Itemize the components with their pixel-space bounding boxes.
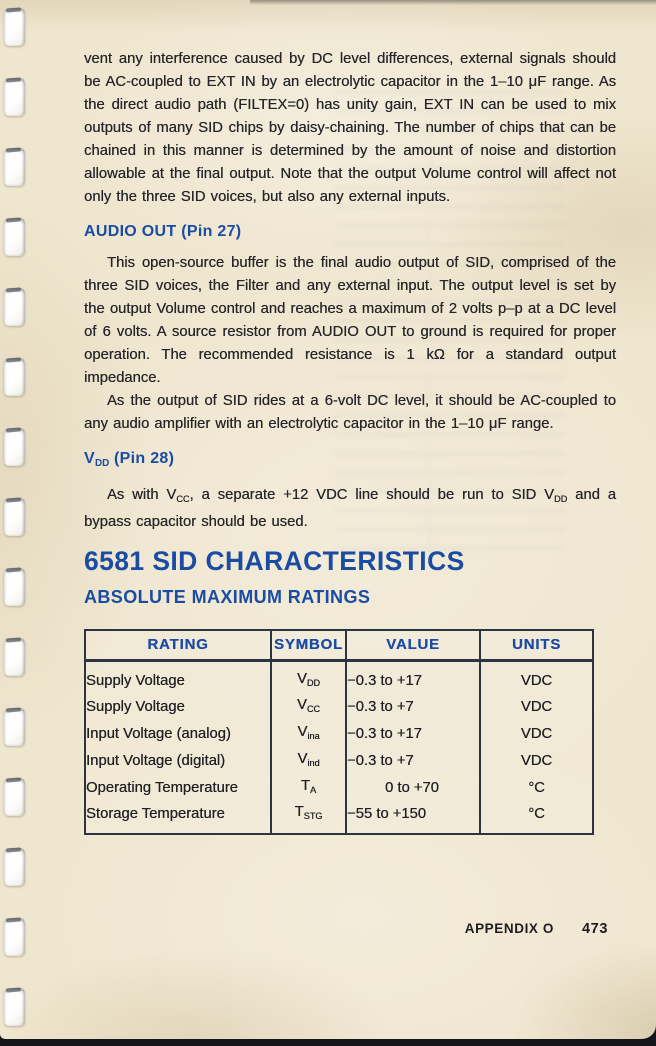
- chapter-heading: 6581 SID CHARACTERISTICS: [84, 545, 465, 576]
- units-cell: °C: [480, 801, 593, 834]
- table-row: [85, 721, 593, 748]
- units-cell: VDC: [480, 660, 593, 694]
- symbol-subscript: DD: [306, 677, 321, 688]
- table-row: [85, 660, 593, 694]
- vdd-paragraph-text-2: , a separate +12 VDC line should be run to SID V: [189, 486, 555, 503]
- symbol-base: V: [296, 670, 307, 687]
- symbol-base: T: [300, 777, 310, 794]
- symbol-subscript: ind: [307, 757, 320, 768]
- vdd-heading-subscript: DD: [94, 457, 110, 469]
- table-row: [85, 775, 593, 802]
- subsection-heading: ABSOLUTE MAXIMUM RATINGS: [84, 586, 371, 607]
- column-header-value: VALUE: [346, 630, 480, 661]
- rating-cell: Input Voltage (analog): [85, 721, 271, 748]
- vdd-heading: [84, 447, 616, 475]
- symbol-base: T: [294, 804, 304, 821]
- page-number: 473: [582, 921, 608, 938]
- vdd-paragraph-subscript-2: DD: [554, 493, 568, 504]
- units-cell: VDC: [480, 721, 593, 748]
- vdd-paragraph-text-3: and a bypass capacitor should be used.: [84, 486, 616, 530]
- table-header-row: [85, 630, 593, 661]
- rating-cell: Operating Temperature: [85, 775, 271, 802]
- vdd-paragraph: [84, 484, 616, 534]
- vdd-paragraph-subscript-1: CC: [176, 493, 190, 504]
- symbol-base: V: [297, 750, 308, 767]
- symbol-base: V: [297, 724, 308, 741]
- value-cell: −0.3 to +7: [346, 694, 480, 721]
- symbol-cell: [271, 775, 346, 802]
- units-cell: VDC: [480, 748, 593, 775]
- units-cell: °C: [480, 775, 593, 802]
- symbol-subscript: A: [309, 784, 317, 795]
- absolute-maximum-ratings-table: [84, 629, 594, 836]
- symbol-cell: [271, 694, 346, 721]
- symbol-cell: [271, 660, 346, 694]
- vdd-paragraph-text-1: As with V: [106, 486, 177, 503]
- page-footer: [84, 917, 616, 941]
- value-cell: −55 to +150: [346, 801, 480, 834]
- symbol-cell: [271, 748, 346, 775]
- appendix-label: APPENDIX O: [464, 921, 554, 937]
- vdd-heading-rest: (Pin 28): [109, 450, 175, 467]
- rating-cell: Input Voltage (digital): [85, 748, 271, 775]
- units-cell: VDC: [480, 694, 593, 721]
- column-header-units: UNITS: [480, 630, 593, 661]
- symbol-subscript: STG: [303, 811, 323, 822]
- audio-out-heading: AUDIO OUT (Pin 27): [84, 223, 242, 240]
- symbol-cell: [271, 801, 346, 834]
- symbol-cell: [271, 721, 346, 748]
- audio-out-paragraph-1: This open-source buffer is the final audio output of SID, comprised of the three SID voices, the Filter and any external input. The output level is set by the output Volume control and reaches a maximum of 2 volts p–p at a DC level of 6 volts. A source resistor from AUDIO OUT to ground is required for proper operation. The recommended resistance is 1 kΩ for a standard output impedance.: [84, 255, 616, 386]
- vdd-heading-base: V: [84, 450, 95, 467]
- table-row: [85, 748, 593, 775]
- symbol-subscript: CC: [306, 704, 321, 715]
- table-row: [85, 694, 593, 721]
- column-header-rating: RATING: [85, 630, 271, 661]
- value-cell: −0.3 to +7: [346, 748, 480, 775]
- symbol-base: V: [296, 697, 307, 714]
- value-cell: −0.3 to +17: [346, 721, 480, 748]
- rating-cell: Storage Temperature: [85, 801, 271, 834]
- binding-hole: [4, 988, 25, 1026]
- value-cell: 0 to +70: [346, 775, 480, 802]
- column-header-symbol: SYMBOL: [271, 630, 346, 661]
- rating-cell: Supply Voltage: [85, 660, 271, 694]
- value-cell: −0.3 to +17: [346, 660, 480, 694]
- audio-out-paragraph-2: As the output of SID rides at a 6-volt DC level, it should be AC-coupled to any audio amplifier with an electrolytic capacitor in the 1–10 μF range.: [84, 393, 616, 432]
- table-row: [85, 801, 593, 834]
- rating-cell: Supply Voltage: [85, 694, 271, 721]
- symbol-subscript: ina: [307, 730, 320, 741]
- body-paragraph-continuation: vent any interference caused by DC level differences, external signals should be AC-coupled to EXT IN by an electrolytic capacitor in the 1–10 μF range. As the direct audio path (FILTEX=0) has unity gain, EXT IN can be used to mix outputs of many SID chips by daisy-chaining. The number of chips that can be chained in this manner is determined by the amount of noise and distortion allowable at the final output. Note that the output Volume control will affect not only the three SID voices, but also any external inputs.: [84, 51, 616, 205]
